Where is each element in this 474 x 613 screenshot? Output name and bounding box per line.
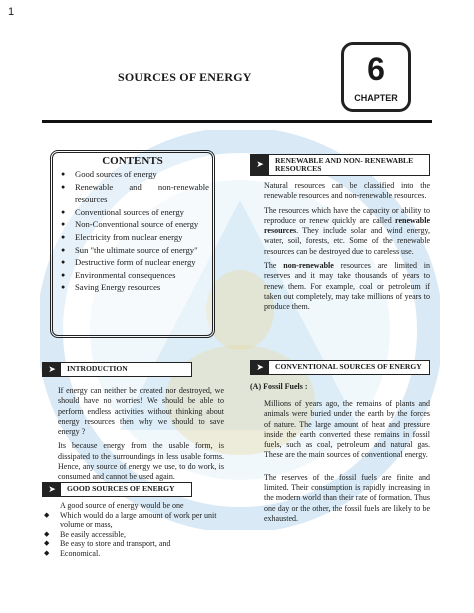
introduction-heading [42,362,192,377]
contents-item: ● Conventional sources of energy [59,206,209,219]
good-sources-item: ◆ Economical. [44,549,230,559]
conventional-paragraph: Millions of years ago, the remains of plants and animals were buried under the earth by the forces of nature. The large amount of heat and pressure inside the earth converted these remains in fossil fuels, such as coal, petroleum and natural gas. These are the main sources of conventional energy. [264,399,430,460]
conventional-paragraph: The reserves of the fossil fuels are finite and limited. Their consumption is rapidly increasing in the modern world than their rate of formation. Thus one day or the other, the fossil fuels are likely to be exhausted. [264,472,430,523]
chapter-badge [341,42,411,112]
good-sources-item: ◆ Be easy to store and transport, and [44,539,230,549]
good-sources-heading-label: GOOD SOURCES OF ENERGY [67,484,175,494]
contents-title: CONTENTS [102,155,163,167]
conventional-heading-label: CONVENTIONAL SOURCES OF ENERGY [275,362,422,372]
contents-item: ● Renewable and non-renewable resources [59,181,209,206]
arrow-icon: ➤ [251,155,269,175]
good-sources-item: ◆ Be easily accessible, [44,530,230,540]
contents-box [50,150,215,338]
renewable-heading-label [269,157,413,174]
arrow-icon: ➤ [43,483,61,496]
contents-item: ● Destructive form of nuclear energy [59,256,209,269]
renewable-text [264,181,430,317]
contents-item: ● Electricity from nuclear energy [59,231,209,244]
contents-item: ● Non-Conventional source of energy [59,218,209,231]
renewable-heading [250,154,430,176]
conventional-heading [250,360,430,375]
page-title: SOURCES OF ENERGY [118,70,252,84]
contents-list [59,168,209,294]
header-rule [42,120,432,123]
page-number: 1 [8,6,15,18]
renewable-heading-line1: RENEWABLE AND NON- RENEWABLE [275,155,414,165]
contents-item: ● Sun "the ultimate source of energy" [59,244,209,257]
arrow-icon: ➤ [251,361,269,374]
good-sources-list [44,501,230,558]
non-renewable-term: non-renewable [283,261,334,271]
renewable-paragraph: Natural resources can be classified into the renewable resources and non-renewable resources. [264,181,430,201]
good-sources-item: ◆ Which would do a large amount of work per unit volume or mass, [44,511,230,530]
good-sources-intro: A good source of energy would be one [60,501,184,510]
conventional-text [264,399,430,528]
contents-item: ● Environmental consequences [59,269,209,282]
contents-item: ● Good sources of energy [59,168,209,181]
renewable-term: renewable resources [264,215,430,236]
introduction-paragraph: Its because energy from the usable form, is dissipated to the surroundings in less usable forms. Hence, any source of energy we use, to do work, is consumed and cannot be used again. [58,441,224,482]
introduction-paragraph: If energy can neither be created nor destroyed, we should have no worries! We should be able to perform endless activities without thinking about energy resources then why we should to save energy ? [58,386,224,437]
renewable-paragraph: The non-renewable resources are limited in reserves and it may take thousands of years to renew them. For example, coal or petroleum if taken out completely, may take millions of years to produce them. [264,261,431,312]
introduction-text [58,386,224,487]
renewable-heading-line2: RESOURCES [275,164,322,173]
fossil-fuels-subheading: (A) Fossil Fuels : [250,382,308,391]
good-sources-heading [42,482,192,497]
chapter-number: 6 [367,51,385,87]
arrow-icon: ➤ [43,363,61,376]
renewable-paragraph: The resources which have the capacity or ability to reproduce or renew quickly are called renewable resources. They include solar and wind energy, water, soil, forests, etc. Some of the renewable resources can be destroyed due to careless use. [264,205,430,256]
chapter-label: CHAPTER [354,93,398,103]
contents-item: ● Saving Energy resources [59,281,209,294]
introduction-heading-label: INTRODUCTION [67,364,128,374]
